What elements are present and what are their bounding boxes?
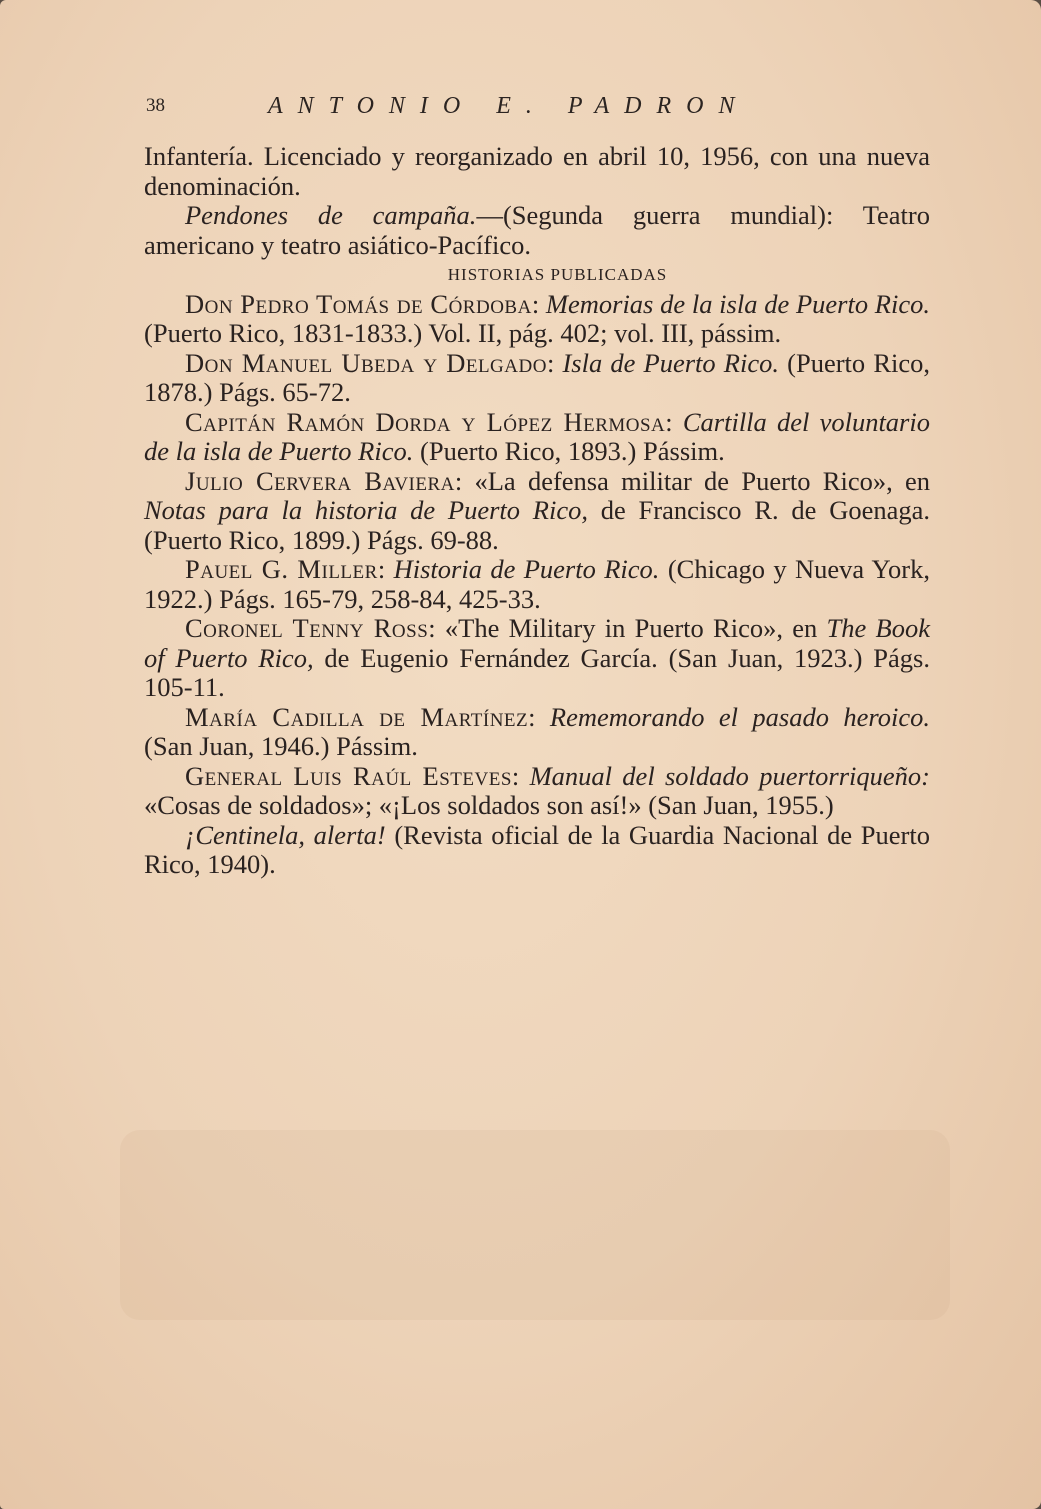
bibliography-entry: Don Pedro Tomás de Córdoba: Memorias de la isla de Puerto Rico. (Puerto Rico, 1831-1833.) Vol. II, pág. 402; vol. III, pássim. xyxy=(144,288,930,348)
bibliography-entry: ¡Centinela, alerta! (Revista oficial de la Guardia Nacional de Puerto Rico, 1940). xyxy=(144,819,930,879)
bibliography-entry: Coronel Tenny Ross: «The Military in Puerto Rico», en The Book of Puerto Rico, de Eugenio Fernández García. (San Juan, 1923.) Págs. 105-11. xyxy=(144,613,930,702)
page-number: 38 xyxy=(146,95,165,116)
bibliography-entry: Don Manuel Ubeda y Delgado: Isla de Puerto Rico. (Puerto Rico, 1878.) Págs. 65-72. xyxy=(144,347,930,407)
body-text xyxy=(144,142,930,880)
running-head: ANTONIO E. PADRON xyxy=(268,93,750,119)
paper-stain xyxy=(120,1130,950,1320)
bibliography-entry: María Cadilla de Martínez: Rememorando el pasado heroico. (San Juan, 1946.) Pássim. xyxy=(144,701,930,761)
bibliography-entry: Pauel G. Miller: Historia de Puerto Rico. (Chicago y Nueva York, 1922.) Págs. 165-79, 258-84, 425-33. xyxy=(144,554,930,614)
bibliography-entry: General Luis Raúl Esteves: Manual del soldado puertorriqueño: «Cosas de soldados»; «¡Los soldados son así!» (San Juan, 1955.) xyxy=(144,760,930,820)
bibliography-entry: Julio Cervera Baviera: «La defensa militar de Puerto Rico», en Notas para la historia de Puerto Rico, de Francisco R. de Goenaga. (Puerto Rico, 1899.) Págs. 69-88. xyxy=(144,465,930,555)
section-title: HISTORIAS PUBLICADAS xyxy=(447,265,668,284)
bibliography-entry: Capitán Ramón Dorda y López Hermosa: Cartilla del voluntario de la isla de Puerto Rico. (Puerto Rico, 1893.) Pássim. xyxy=(144,406,930,466)
campaign-banners-paragraph: Pendones de campaña.—(Segunda guerra mundial): Teatro americano y teatro asiático-Pacífico. xyxy=(144,200,930,260)
intro-paragraph: Infantería. Licenciado y reorganizado en abril 10, 1956, con una nueva denominación. xyxy=(144,141,930,201)
campaign-banners-label: Pendones de campaña. xyxy=(185,200,477,230)
